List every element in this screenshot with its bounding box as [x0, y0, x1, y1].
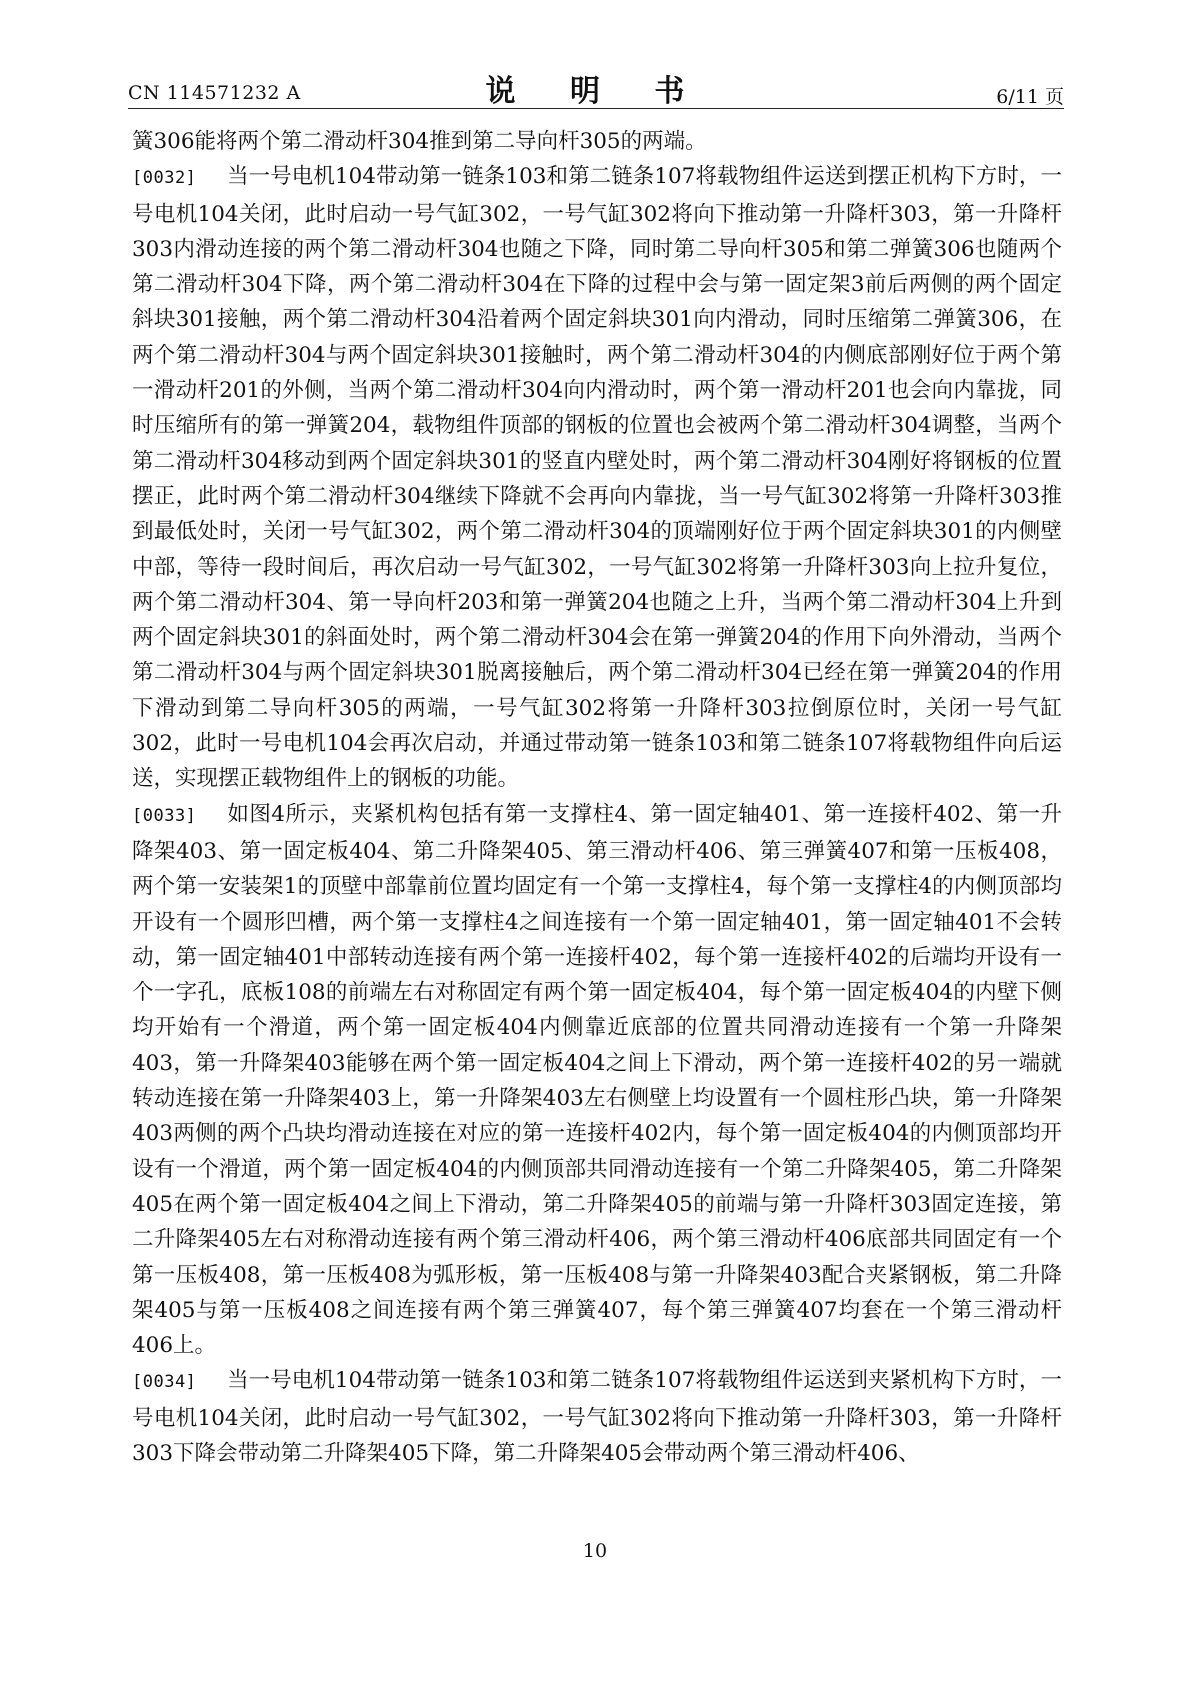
- paragraph-0034: [132, 1363, 1062, 1471]
- paragraph-0033: [132, 797, 1062, 1364]
- page-number: 10: [582, 1540, 608, 1562]
- paragraph-0032: [132, 159, 1062, 796]
- page-footer: [0, 1540, 1190, 1562]
- paragraph-number: [0033]: [132, 805, 197, 826]
- patent-number: CN 114571232 A: [128, 82, 301, 104]
- header-rule: [128, 108, 1064, 109]
- paragraph-number: [0032]: [132, 168, 197, 189]
- paragraph-text: 当一号电机104带动第一链条103和第二链条107将载物组件运送到摆正机构下方时，一号电机104关闭，此时启动一号气缸302，一号气缸302将向下推动第一升降杆303，第一升降杆303内滑动连接的两个第二滑动杆304也随之下降，同时第二导向杆305和第二弹簧306也随两个第二滑动杆304下降，两个第二滑动杆304在下降的过程中会与第一固定架3前后两侧的两个固定斜块301接触，两个第二滑动杆304沿着两个固定斜块301向内滑动，同时压缩第二弹簧306，在两个第二滑动杆304与两个固定斜块301接触时，两个第二滑动杆304的内侧底部刚好位于两个第一滑动杆201的外侧，当两个第二滑动杆304向内滑动时，两个第一滑动杆201也会向内靠拢，同时压缩所有的第一弹簧204，载物组件顶部的钢板的位置也会被两个第二滑动杆304调整，当两个第二滑动杆304移动到两个固定斜块301的竖直内壁处时，两个第二滑动杆304刚好将钢板的位置摆正，此时两个第二滑动杆304继续下降就不会再向内靠拢，当一号气缸302将第一升降杆303推到最低处时，关闭一号气缸302，两个第二滑动杆304的顶端刚好位于两个固定斜块301的内侧壁中部，等待一段时间后，再次启动一号气缸302，一号气缸302将第一升降杆303向上拉升复位，两个第二滑动杆304、第一导向杆203和第一弹簧204也随之上升，当两个第二滑动杆304上升到两个固定斜块301的斜面处时，两个第二滑动杆304会在第一弹簧204的作用下向外滑动，当两个第二滑动杆304与两个固定斜块301脱离接触后，两个第二滑动杆304已经在第一弹簧204的作用下滑动到第二导向杆305的两端，一号气缸302将第一升降杆303拉倒原位时，关闭一号气缸302，此时一号电机104会再次启动，并通过带动第一链条103和第二链条107将载物组件向后运送，实现摆正载物组件上的钢板的功能。: [132, 164, 1062, 792]
- paragraph-number: [0034]: [132, 1372, 197, 1393]
- paragraph-continuation: [132, 124, 1062, 159]
- document-body: [132, 124, 1062, 1471]
- paragraph-text: 如图4所示，夹紧机构包括有第一支撑柱4、第一固定轴401、第一连接杆402、第一升降架403、第一固定板404、第二升降架405、第三滑动杆406、第三弹簧407和第一压板408，两个第一安装架1的顶壁中部靠前位置均固定有一个第一支撑柱4，每个第一支撑柱4的内侧顶部均开设有一个圆形凹槽，两个第一支撑柱4之间连接有一个第一固定轴401，第一固定轴401不会转动，第一固定轴401中部转动连接有两个第一连接杆402，每个第一连接杆402的后端均开设有一个一字孔，底板108的前端左右对称固定有两个第一固定板404，每个第一固定板404的内壁下侧均开始有一个滑道，两个第一固定板404内侧靠近底部的位置共同滑动连接有一个第一升降架403，第一升降架403能够在两个第一固定板404之间上下滑动，两个第一连接杆402的另一端就转动连接在第一升降架403上，第一升降架403左右侧壁上均设置有一个圆柱形凸块，第一升降架403两侧的两个凸块均滑动连接在对应的第一连接杆402内，每个第一固定板404的内侧顶部均开设有一个滑道，两个第一固定板404的内侧顶部共同滑动连接有一个第二升降架405，第二升降架405在两个第一固定板404之间上下滑动，第二升降架405的前端与第一升降杆303固定连接，第二升降架405左右对称滑动连接有两个第三滑动杆406，两个第三滑动杆406底部共同固定有一个第一压板408，第一压板408为弧形板，第一压板408与第一升降架403配合夹紧钢板，第二升降架405与第一压板408之间连接有两个第三弹簧407，每个第三弹簧407均套在一个第三滑动杆406上。: [132, 801, 1062, 1359]
- paragraph-text: 当一号电机104带动第一链条103和第二链条107将载物组件运送到夹紧机构下方时，一号电机104关闭，此时启动一号气缸302，一号气缸302将向下推动第一升降杆303，第一升降杆303下降会带动第二升降架405下降，第二升降架405会带动两个第三滑动杆406、: [132, 1368, 1062, 1466]
- paragraph-text: 簧306能将两个第二滑动杆304推到第二导向杆305的两端。: [132, 129, 707, 154]
- document-title: 说 明 书: [485, 74, 707, 109]
- page-counter: 6/11 页: [996, 86, 1064, 108]
- page-header: [128, 62, 1064, 108]
